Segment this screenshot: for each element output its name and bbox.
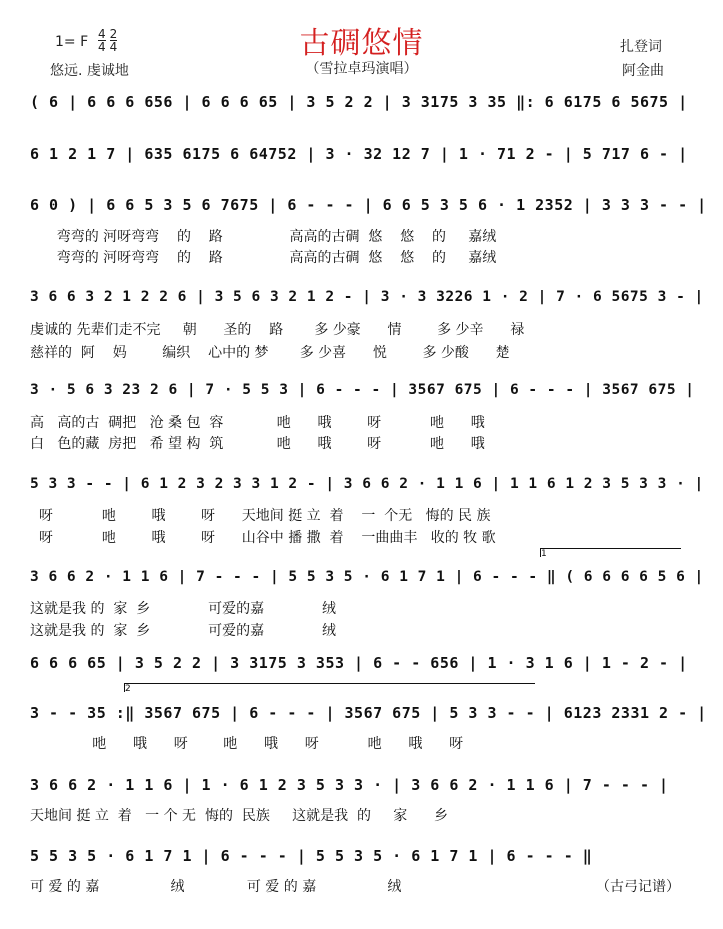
- system-1-notes: ( 6 | 6 6 6 656 | 6 6 6 65 | 3 5 2 2 | 3 3175 3 35 ‖: 6 6175 6 5675 |: [30, 93, 688, 111]
- system-3-notes: 6 0 ) | 6 6 5 3 5 6 7675 | 6 - - - | 6 6 5 3 5 6 · 1 2352 | 3 3 3 - - |: [30, 196, 707, 214]
- system-4-notes: 3 6 6 3 2 1 2 2 6 | 3 5 6 3 2 1 2 - | 3 · 3 3226 1 · 2 | 7 · 6 5675 3 - |: [30, 289, 704, 305]
- system-11-lyric-1: 可 爱 的 嘉 绒 可 爱 的 嘉 绒: [30, 879, 402, 895]
- system-2-notes: 6 1 2 1 7 | 635 6175 6 64752 | 3 · 32 12 7 | 1 · 71 2 - | 5 717 6 - |: [30, 145, 688, 163]
- song-subtitle: （雪拉卓玛演唱）: [305, 61, 418, 77]
- system-9-lyric-1: 吔 哦 呀 吔 哦 呀 吔 哦 呀: [30, 736, 464, 752]
- system-10-lyric-1: 天地间 挺 立 着 一 个 无 悔的 民族 这就是我 的 家 乡: [30, 808, 448, 824]
- system-8-notes: 6 6 6 65 | 3 5 2 2 | 3 3175 3 353 | 6 - - 656 | 1 · 3 1 6 | 1 - 2 - |: [30, 654, 688, 672]
- volta-1: 1: [540, 548, 681, 557]
- composer: 阿金曲: [622, 63, 664, 79]
- system-7-lyric-1: 这就是我 的 家 乡 可爱的嘉 绒: [30, 601, 336, 617]
- system-6-lyric-1: 呀 吔 哦 呀 天地间 挺 立 着 一 个无 悔的 民 族: [30, 508, 491, 524]
- system-7-lyric-2: 这就是我 的 家 乡 可爱的嘉 绒: [30, 623, 336, 639]
- lyricist: 扎登词: [620, 39, 662, 55]
- system-5-lyric-2: 白 色的藏 房把 希 望 构 筑 吔 哦 呀 吔 哦: [30, 436, 485, 452]
- system-5-notes: 3 · 5 6 3 23 2 6 | 7 · 5 5 3 | 6 - - - | 3567 675 | 6 - - - | 3567 675 |: [30, 382, 695, 398]
- system-6-lyric-2: 呀 吔 哦 呀 山谷中 播 撒 着 一曲曲丰 收的 牧 歌: [30, 530, 496, 546]
- system-11-notes: 5 5 3 5 · 6 1 7 1 | 6 - - - | 5 5 3 5 · 6 1 7 1 | 6 - - - ‖: [30, 847, 593, 865]
- transcriber-credit: （古弓记谱）: [596, 879, 680, 895]
- system-4-lyric-2: 慈祥的 阿 妈 编织 心中的 梦 多 少喜 悦 多 少酸 楚: [30, 345, 510, 361]
- key-signature: 1= F: [55, 34, 89, 50]
- song-title: 古碉悠情: [299, 26, 424, 61]
- system-6-notes: 5 3 3 - - | 6 1 2 3 2 3 3 1 2 - | 3 6 6 2 · 1 1 6 | 1 1 6 1 2 3 5 3 3 · |: [30, 476, 704, 492]
- system-5-lyric-1: 高 高的古 碉把 沧 桑 包 容 吔 哦 呀 吔 哦: [30, 415, 485, 431]
- system-10-notes: 3 6 6 2 · 1 1 6 | 1 · 6 1 2 3 5 3 3 · | 3 6 6 2 · 1 1 6 | 7 - - - |: [30, 776, 669, 794]
- system-4-lyric-1: 虔诚的 先辈们走不完 朝 圣的 路 多 少豪 情 多 少辛 禄: [30, 322, 525, 338]
- time-sig-4-4: $\frac{4}{4}$: [98, 27, 106, 54]
- system-9-notes: 3 - - 35 :‖ 3567 675 | 6 - - - | 3567 675 | 5 3 3 - - | 6123 2331 2 - |: [30, 704, 707, 722]
- time-sig-2-4: $\frac{2}{4}$: [109, 27, 118, 54]
- volta-2: 2: [124, 683, 535, 692]
- system-3-lyric-2: 弯弯的 河呀弯弯 的 路 高高的古碉 悠 悠 的 嘉绒: [30, 250, 497, 266]
- time-signature: [98, 28, 117, 53]
- system-7-notes: 3 6 6 2 · 1 1 6 | 7 - - - | 5 5 3 5 · 6 1 7 1 | 6 - - - ‖ ( 6 6 6 6 5 6 |: [30, 569, 704, 585]
- system-3-lyric-1: 弯弯的 河呀弯弯 的 路 高高的古碉 悠 悠 的 嘉绒: [30, 229, 497, 245]
- tempo-mood: 悠远. 虔诚地: [50, 63, 129, 79]
